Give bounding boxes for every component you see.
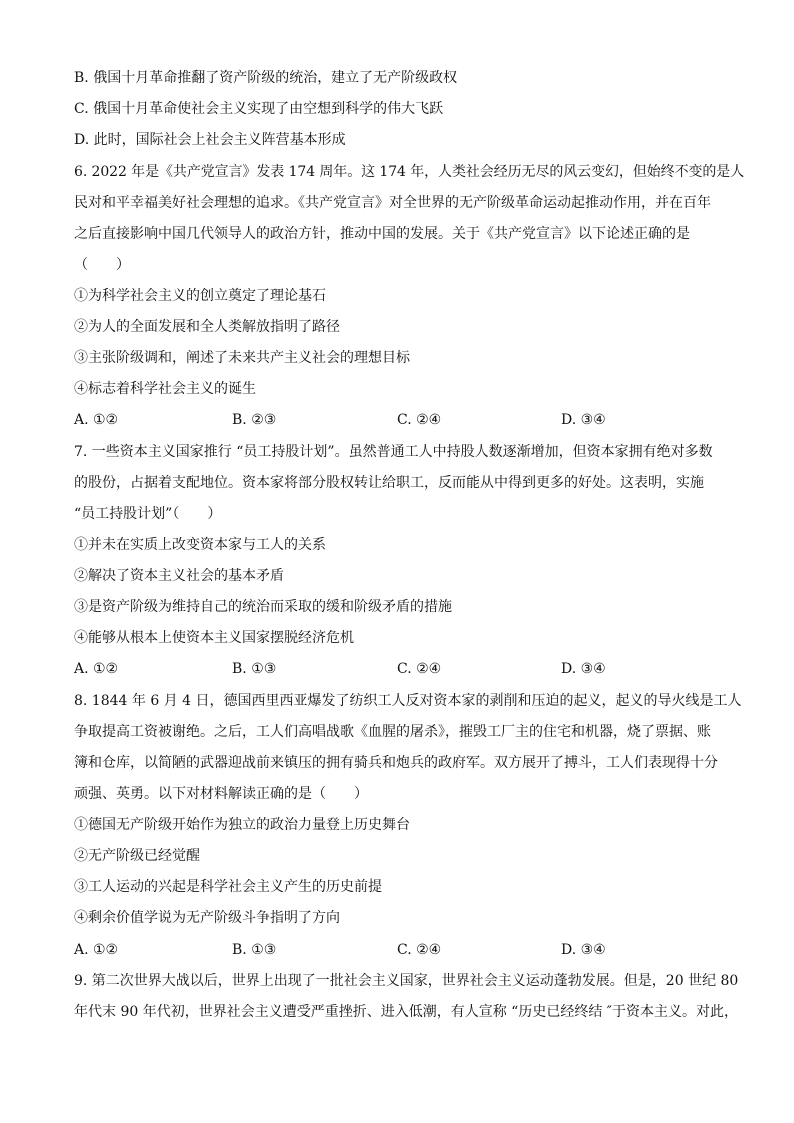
prev-option-d: D. 此时，国际社会上社会主义阵营基本形成 bbox=[74, 132, 346, 148]
q8-option-b[interactable]: B. ①③ bbox=[232, 942, 277, 958]
q6-option-a[interactable]: A. ①② bbox=[74, 412, 119, 428]
q8-stem-line-3: 簿和仓库，以简陋的武器迎战前来镇压的拥有骑兵和炮兵的政府军。双方展开了搏斗，工人们表现得十分 bbox=[74, 755, 718, 771]
q8-stem-line-4: 顽强、英勇。以下对材料解读正确的是（ ） bbox=[74, 786, 368, 802]
q8-option-c[interactable]: C. ②④ bbox=[397, 942, 442, 958]
q6-statement-2: ②为人的全面发展和全人类解放指明了路径 bbox=[74, 319, 340, 335]
q7-options bbox=[74, 659, 734, 679]
q8-statement-1: ①德国无产阶级开始作为独立的政治力量登上历史舞台 bbox=[74, 817, 410, 833]
q7-option-b[interactable]: B. ①③ bbox=[232, 661, 277, 677]
q8-stem-line-1: 8. 1844 年 6 月 4 日，德国西里西亚爆发了纺织工人反对资本家的剥削和压迫的起义，起义的导火线是工人 bbox=[74, 693, 742, 709]
q8-options bbox=[74, 940, 734, 960]
q7-statement-4: ④能够从根本上使资本主义国家摆脱经济危机 bbox=[74, 630, 354, 646]
q6-stem-line-4: （ ） bbox=[74, 257, 130, 273]
q6-option-b[interactable]: B. ②③ bbox=[232, 412, 277, 428]
q6-stem-line-1: 6. 2022 年是《共产党宣言》发表 174 周年。这 174 年，人类社会经历无尽的风云变幻，但始终不变的是人 bbox=[74, 164, 745, 180]
q6-option-d[interactable]: D. ③④ bbox=[561, 412, 606, 428]
q8-option-a[interactable]: A. ①② bbox=[74, 942, 119, 958]
q9-stem-line-1: 9. 第二次世界大战以后，世界上出现了一批社会主义国家，世界社会主义运动蓬勃发展。但是，20 世纪 80 bbox=[74, 973, 739, 989]
q8-statement-4: ④剩余价值学说为无产阶级斗争指明了方向 bbox=[74, 910, 340, 926]
q7-stem-line-1: 7. 一些资本主义国家推行 “员工持股计划”。虽然普通工人中持股人数逐渐增加，但资本家拥有绝对多数 bbox=[74, 444, 713, 460]
q8-statement-3: ③工人运动的兴起是科学社会主义产生的历史前提 bbox=[74, 879, 382, 895]
q6-options bbox=[74, 410, 734, 430]
q7-statement-3: ③是资产阶级为维持自己的统治而采取的缓和阶级矛盾的措施 bbox=[74, 599, 452, 615]
q6-statement-1: ①为科学社会主义的创立奠定了理论基石 bbox=[74, 288, 326, 304]
q7-statement-1: ①并未在实质上改变资本家与工人的关系 bbox=[74, 537, 326, 553]
q7-stem-line-2: 的股份，占据着支配地位。资本家将部分股权转让给职工，反而能从中得到更多的好处。这表明，实施 bbox=[74, 475, 704, 491]
q6-statement-3: ③主张阶级调和，阐述了未来共产主义社会的理想目标 bbox=[74, 350, 410, 366]
q6-statement-4: ④标志着科学社会主义的诞生 bbox=[74, 381, 256, 397]
prev-option-c: C. 俄国十月革命使社会主义实现了由空想到科学的伟大飞跃 bbox=[74, 101, 444, 117]
q7-option-a[interactable]: A. ①② bbox=[74, 661, 119, 677]
q9-stem-line-2: 年代末 90 年代初，世界社会主义遭受严重挫折、进入低潮，有人宣称 “历史已经终结 ″于资本主义。对此， bbox=[74, 1004, 738, 1020]
q6-stem-line-3: 之后直接影响中国几代领导人的政治方针，推动中国的发展。关于《共产党宣言》以下论述正确的是 bbox=[74, 226, 690, 242]
q8-statement-2: ②无产阶级已经觉醒 bbox=[74, 848, 200, 864]
q7-statement-2: ②解决了资本主义社会的基本矛盾 bbox=[74, 568, 284, 584]
q6-option-c[interactable]: C. ②④ bbox=[397, 412, 442, 428]
q7-option-c[interactable]: C. ②④ bbox=[397, 661, 442, 677]
q7-stem-line-3: “员工持股计划”（ ） bbox=[74, 506, 222, 522]
q7-option-d[interactable]: D. ③④ bbox=[561, 661, 606, 677]
prev-option-b: B. 俄国十月革命推翻了资产阶级的统治，建立了无产阶级政权 bbox=[74, 70, 458, 86]
q8-stem-line-2: 争取提高工资被谢绝。之后，工人们高唱战歌《血腥的屠杀》，摧毁工厂主的住宅和机器，烧了票据、账 bbox=[74, 724, 711, 740]
q8-option-d[interactable]: D. ③④ bbox=[561, 942, 606, 958]
q6-stem-line-2: 民对和平幸福美好社会理想的追求。《共产党宣言》对全世界的无产阶级革命运动起推动作用，并在百年 bbox=[74, 195, 711, 211]
